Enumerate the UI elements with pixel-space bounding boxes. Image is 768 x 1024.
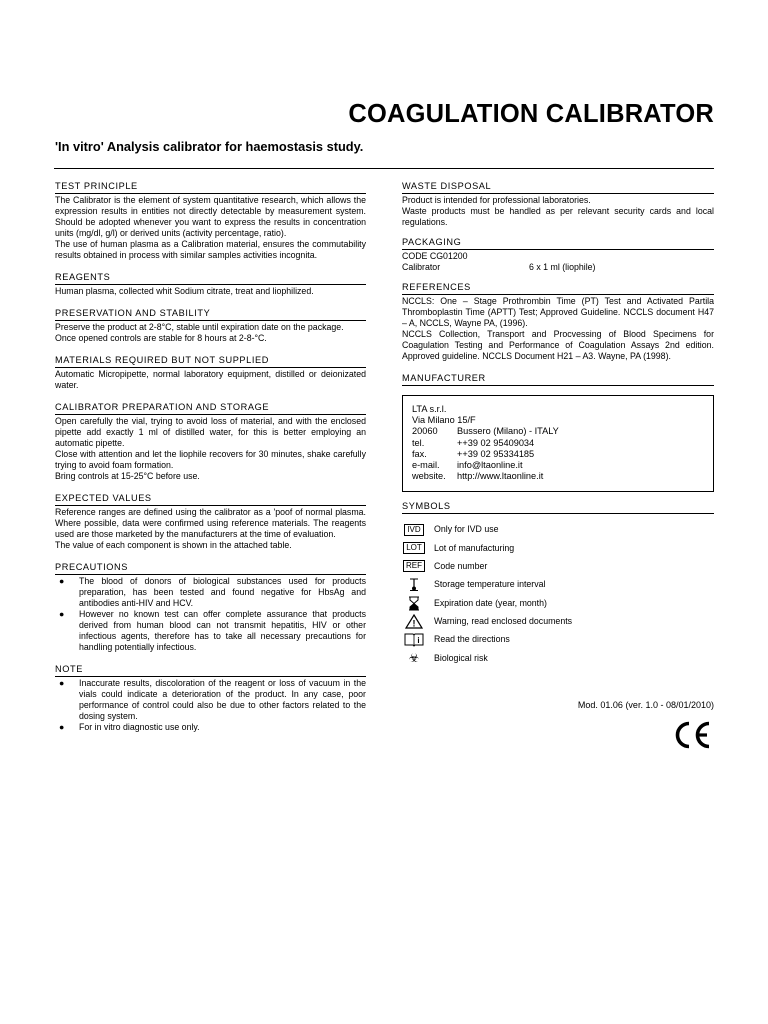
list-item xyxy=(55,609,366,653)
ce-mark-logo xyxy=(672,720,712,755)
ivd-icon: IVD xyxy=(402,522,426,537)
list-item-text: However no known test can offer complete assurance that products derived from human blood can not transmit hepatitis, HIV or other infectious agents, therefore has to take all necessary precautions for handling potentially infectious. xyxy=(79,609,366,652)
symbols-list xyxy=(402,520,714,667)
section-title: CALIBRATOR PREPARATION AND STORAGE xyxy=(55,402,366,415)
paragraph: Once opened controls are stable for 8 hours at 2-8-°C. xyxy=(55,333,267,343)
city: Bussero (Milano) - ITALY xyxy=(457,426,559,437)
bullet-icon: ● xyxy=(59,576,65,586)
zip-code: 20060 xyxy=(412,426,438,437)
biohazard-icon: ☣ xyxy=(408,651,420,666)
list-item-text: For in vitro diagnostic use only. xyxy=(79,722,200,732)
section-preservation xyxy=(55,308,366,344)
header-divider xyxy=(54,168,714,169)
symbol-row xyxy=(402,520,714,538)
book-icon xyxy=(402,632,426,647)
symbol-row xyxy=(402,612,714,630)
paragraph: Bring controls at 15-25°C before use. xyxy=(55,471,200,481)
company-street: Via Milano 15/F xyxy=(412,415,476,426)
email-label: e-mail. xyxy=(412,460,440,471)
hourglass-icon xyxy=(402,596,426,611)
section-title: SYMBOLS xyxy=(402,501,714,514)
thermometer-icon xyxy=(402,577,426,592)
symbol-label: Expiration date (year, month) xyxy=(434,597,547,608)
manufacturer-box xyxy=(402,395,714,492)
paragraph: Waste products must be handled as per relevant security cards and local regulations. xyxy=(402,206,714,227)
symbol-row xyxy=(402,557,714,575)
bullet-icon: ● xyxy=(59,609,65,619)
section-expected-values xyxy=(55,493,366,551)
section-title: REFERENCES xyxy=(402,282,714,295)
paragraph: NCCLS: One – Stage Prothrombin Time (PT) Test and Activated Partila Thromboplastin Time (APTT) Test; Approved Guideline. NCCLS document H47 – A, NCCLS, Wayne PA, (1996). xyxy=(402,296,714,328)
fax-label: fax. xyxy=(412,448,427,459)
paragraph: Open carefully the vial, trying to avoid loss of material, and with the enclosed pipette add exactly 1 ml of distilled water, for this is better employing an automatic pipette. xyxy=(55,416,366,448)
list-item xyxy=(55,722,366,733)
section-packaging xyxy=(402,237,714,273)
paragraph: Product is intended for professional laboratories. xyxy=(402,195,591,205)
symbol-row xyxy=(402,631,714,649)
packaging-item-label: Calibrator xyxy=(402,262,441,272)
section-materials xyxy=(55,355,366,391)
section-manufacturer xyxy=(402,373,714,492)
section-title: EXPECTED VALUES xyxy=(55,493,366,506)
section-references xyxy=(402,282,714,362)
right-column xyxy=(402,181,714,668)
document-title: COAGULATION CALIBRATOR xyxy=(348,100,714,128)
section-title: MANUFACTURER xyxy=(402,373,714,386)
section-title: PRESERVATION AND STABILITY xyxy=(55,308,366,321)
paragraph: Preserve the product at 2-8°C, stable until expiration date on the package. xyxy=(55,322,344,332)
svg-text:!: ! xyxy=(412,618,416,629)
paragraph: The Calibrator is the element of system quantitative research, which allows the expression results in entities not directly detectable by measurement system. Should be adopted whenever you want to express the results in concentration units (mg/dl, g/l) or derived units (activity percentage, ratio). xyxy=(55,195,366,238)
symbol-label: Warning, read enclosed documents xyxy=(434,616,573,627)
symbol-label: Lot of manufacturing xyxy=(434,542,515,553)
paragraph: NCCLS Collection, Transport and Procvessing of Blood Specimens for Coagulation Testing and Performance of Coagulation Assays 2nd edition. Approved guideline. NCCLS Document H21 – A3. Wayne, PA (1998). xyxy=(402,329,714,361)
symbol-row xyxy=(402,594,714,612)
symbol-row xyxy=(402,576,714,594)
tel-value: ++39 02 95409034 xyxy=(457,437,535,448)
website-link[interactable]: http://www.ltaonline.it xyxy=(457,471,544,482)
paragraph: Reference ranges are defined using the calibrator as a 'poof of normal plasma. Where possible, data were confirmed using reference materials. The reagents used are those marketed by the manufacturers at the time of evaluation. xyxy=(55,507,366,539)
document-subtitle: 'In vitro' Analysis calibrator for haemostasis study. xyxy=(55,139,364,154)
list-item xyxy=(55,678,366,722)
paragraph: Close with attention and let the liophile recovers for 30 minutes, shake carefully trying to avoid foam formation. xyxy=(55,449,366,470)
section-title: WASTE DISPOSAL xyxy=(402,181,714,194)
symbol-label: Read the directions xyxy=(434,634,510,645)
paragraph: Automatic Micropipette, normal laboratory equipment, distilled or deionizated water. xyxy=(55,369,366,390)
module-version: Mod. 01.06 (ver. 1.0 - 08/01/2010) xyxy=(577,700,714,710)
section-title: PRECAUTIONS xyxy=(55,562,366,575)
section-waste-disposal xyxy=(402,181,714,228)
tel-label: tel. xyxy=(412,437,425,448)
section-reagents xyxy=(55,272,366,297)
section-preparation xyxy=(55,402,366,482)
paragraph: The use of human plasma as a Calibration material, ensures the commutability results obtained in process with similar samples activities incognita. xyxy=(55,239,366,260)
svg-text:i: i xyxy=(417,636,420,646)
symbol-label: Code number xyxy=(434,560,488,571)
warning-icon xyxy=(402,614,426,629)
section-title: MATERIALS REQUIRED BUT NOT SUPPLIED xyxy=(55,355,366,368)
company-name: LTA s.r.l. xyxy=(412,404,447,414)
bullet-icon: ● xyxy=(59,722,65,732)
section-symbols xyxy=(402,501,714,667)
section-title: REAGENTS xyxy=(55,272,366,285)
website-label: website. xyxy=(412,471,446,482)
section-test-principle xyxy=(55,181,366,261)
symbol-row xyxy=(402,539,714,557)
email-link[interactable]: info@ltaonline.it xyxy=(457,460,523,471)
section-title: TEST PRINCIPLE xyxy=(55,181,366,194)
packaging-item-value: 6 x 1 ml (liophile) xyxy=(529,262,596,272)
packaging-row xyxy=(402,262,714,273)
bullet-icon: ● xyxy=(59,678,65,688)
section-note xyxy=(55,664,366,733)
lot-icon: LOT xyxy=(402,541,426,556)
ref-icon: REF xyxy=(402,559,426,574)
section-title: PACKAGING xyxy=(402,237,714,250)
section-precautions xyxy=(55,562,366,653)
symbol-label: Only for IVD use xyxy=(434,524,499,535)
paragraph: The value of each component is shown in the attached table. xyxy=(55,540,292,550)
fax-value: ++39 02 95334185 xyxy=(457,448,535,459)
left-column xyxy=(55,181,366,733)
list-item-text: Inaccurate results, discoloration of the reagent or loss of vacuum in the vials could indicate a deterioration of the product. In any case, poor performance of control could also be due to other factors related to the dosing system. xyxy=(79,678,366,721)
section-title: NOTE xyxy=(55,664,366,677)
paragraph: Human plasma, collected whit Sodium citrate, treat and liophilized. xyxy=(55,286,314,296)
product-code: CODE CG01200 xyxy=(402,251,468,261)
symbol-row xyxy=(402,649,714,667)
symbol-label: Biological risk xyxy=(434,652,488,663)
symbol-label: Storage temperature interval xyxy=(434,579,546,590)
list-item-text: The blood of donors of biological substances used for products preparation, has been tested and found negative for HbsAg and antibodies anti-HIV and HCV. xyxy=(79,576,366,608)
list-item xyxy=(55,576,366,609)
